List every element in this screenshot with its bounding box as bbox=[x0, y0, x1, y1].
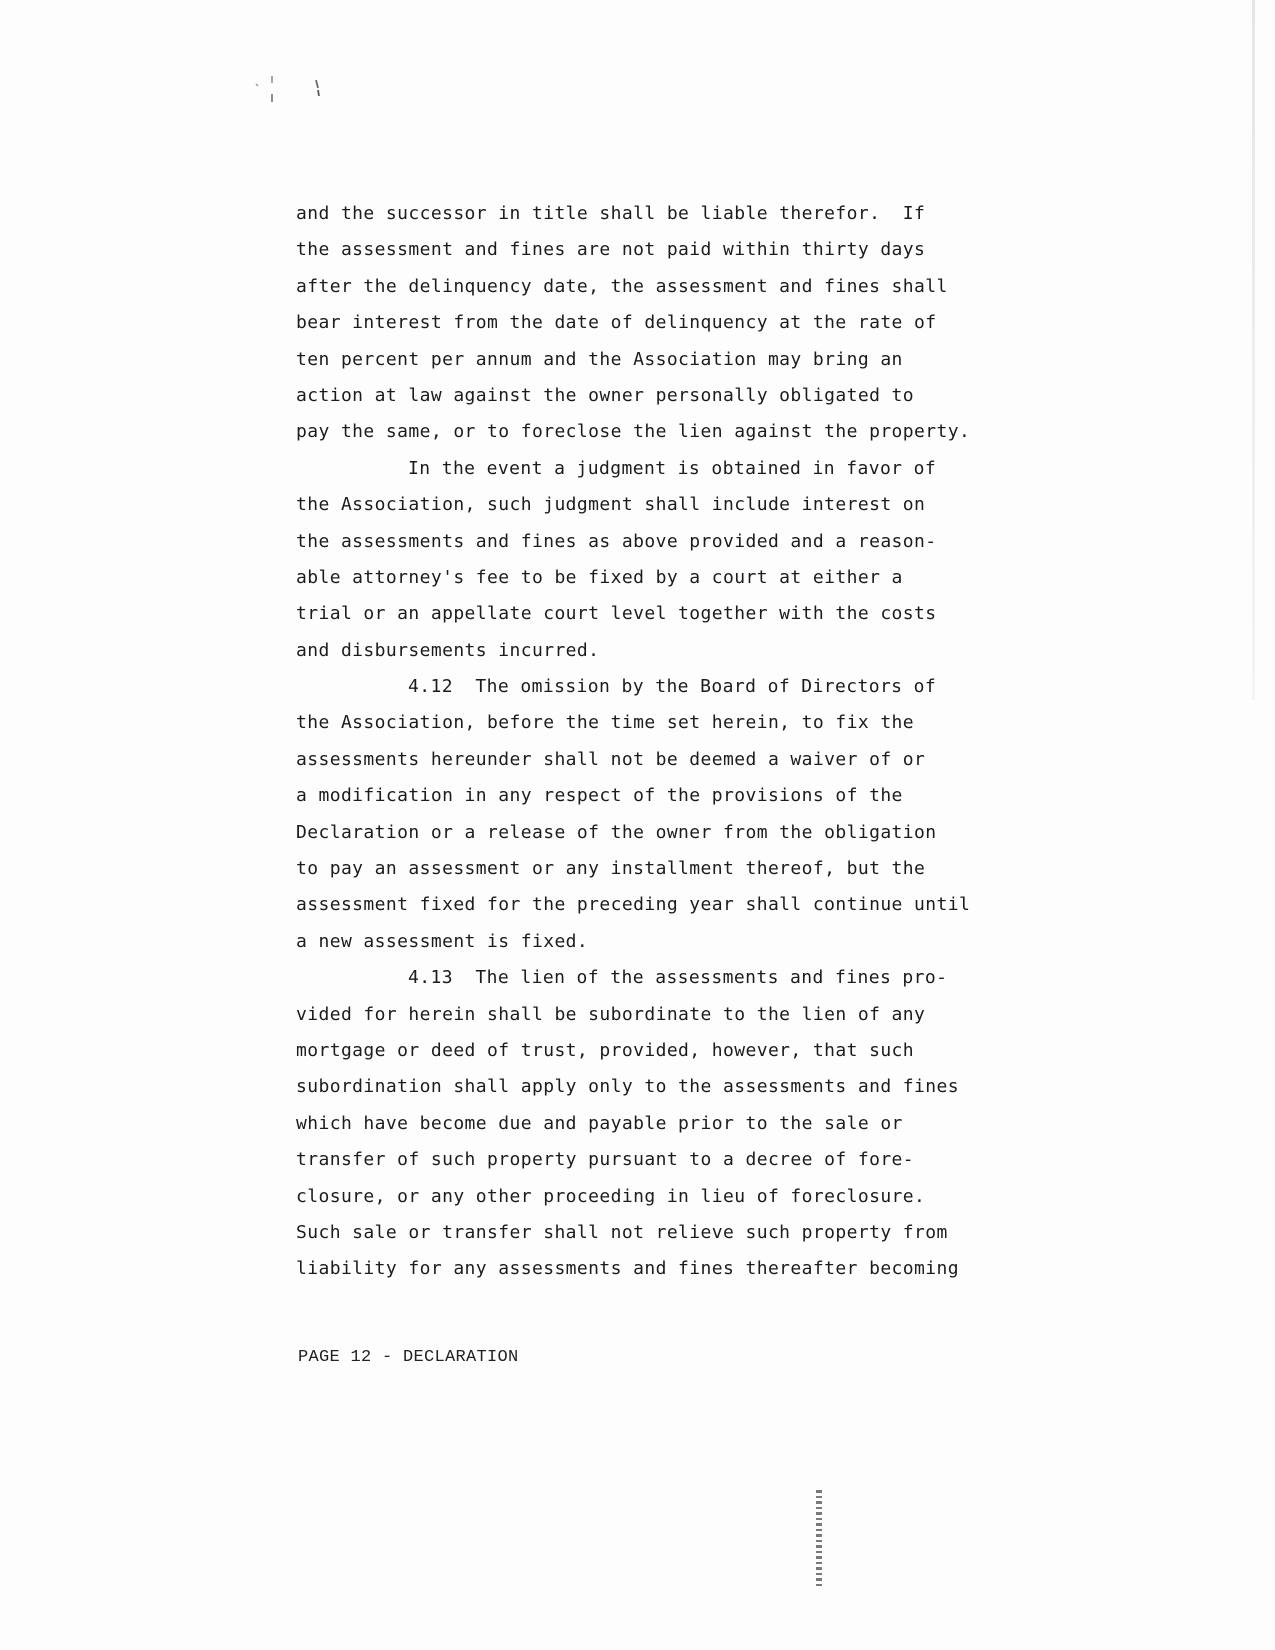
text-line: which have become due and payable prior to the sale or bbox=[296, 1112, 903, 1134]
text-line: liability for any assessments and fines thereafter becoming bbox=[296, 1258, 959, 1280]
text-line: the assessments and fines as above provided and a reason- bbox=[296, 530, 937, 552]
text-line: the assessment and fines are not paid within thirty days bbox=[296, 239, 926, 261]
text-line: 4.12 The omission by the Board of Directors of bbox=[408, 676, 937, 698]
text-line: able attorney's fee to be fixed by a court at either a bbox=[296, 566, 903, 588]
text-line: subordination shall apply only to the assessments and fines bbox=[296, 1076, 959, 1098]
declaration-body-text bbox=[296, 196, 996, 1288]
text-line: the Association, such judgment shall include interest on bbox=[296, 494, 926, 516]
text-line: trial or an appellate court level together with the costs bbox=[296, 603, 937, 625]
text-line: Such sale or transfer shall not relieve such property from bbox=[296, 1221, 948, 1243]
scan-artifact-marks bbox=[250, 70, 340, 110]
bates-stamp-mark bbox=[812, 1488, 826, 1592]
text-line: In the event a judgment is obtained in favor of bbox=[408, 457, 937, 479]
text-line: pay the same, or to foreclose the lien against the property. bbox=[296, 421, 971, 443]
text-line: assessments hereunder shall not be deemed a waiver of or bbox=[296, 748, 926, 770]
text-line: vided for herein shall be subordinate to the lien of any bbox=[296, 1003, 926, 1025]
text-line: transfer of such property pursuant to a decree of fore- bbox=[296, 1149, 915, 1171]
text-line: 4.13 The lien of the assessments and fines pro- bbox=[408, 967, 948, 989]
text-line: bear interest from the date of delinquency at the rate of bbox=[296, 312, 937, 334]
text-line: ten percent per annum and the Association may bring an bbox=[296, 348, 903, 370]
text-line: to pay an assessment or any installment thereof, but the bbox=[296, 858, 926, 880]
text-line: after the delinquency date, the assessment and fines shall bbox=[296, 275, 948, 297]
text-line: the Association, before the time set herein, to fix the bbox=[296, 712, 915, 734]
text-line: and disbursements incurred. bbox=[296, 639, 600, 661]
text-line: a modification in any respect of the provisions of the bbox=[296, 785, 903, 807]
text-line: Declaration or a release of the owner from the obligation bbox=[296, 821, 937, 843]
page-footer: PAGE 12 - DECLARATION bbox=[298, 1348, 519, 1367]
text-line: mortgage or deed of trust, provided, however, that such bbox=[296, 1039, 915, 1061]
text-line: and the successor in title shall be liable therefor. If bbox=[296, 203, 926, 224]
text-line: assessment fixed for the preceding year shall continue until bbox=[296, 894, 971, 916]
text-line: action at law against the owner personally obligated to bbox=[296, 384, 915, 406]
text-line: closure, or any other proceeding in lieu of foreclosure. bbox=[296, 1185, 926, 1207]
text-line: a new assessment is fixed. bbox=[296, 930, 589, 952]
scan-edge-shadow bbox=[1252, 0, 1255, 700]
